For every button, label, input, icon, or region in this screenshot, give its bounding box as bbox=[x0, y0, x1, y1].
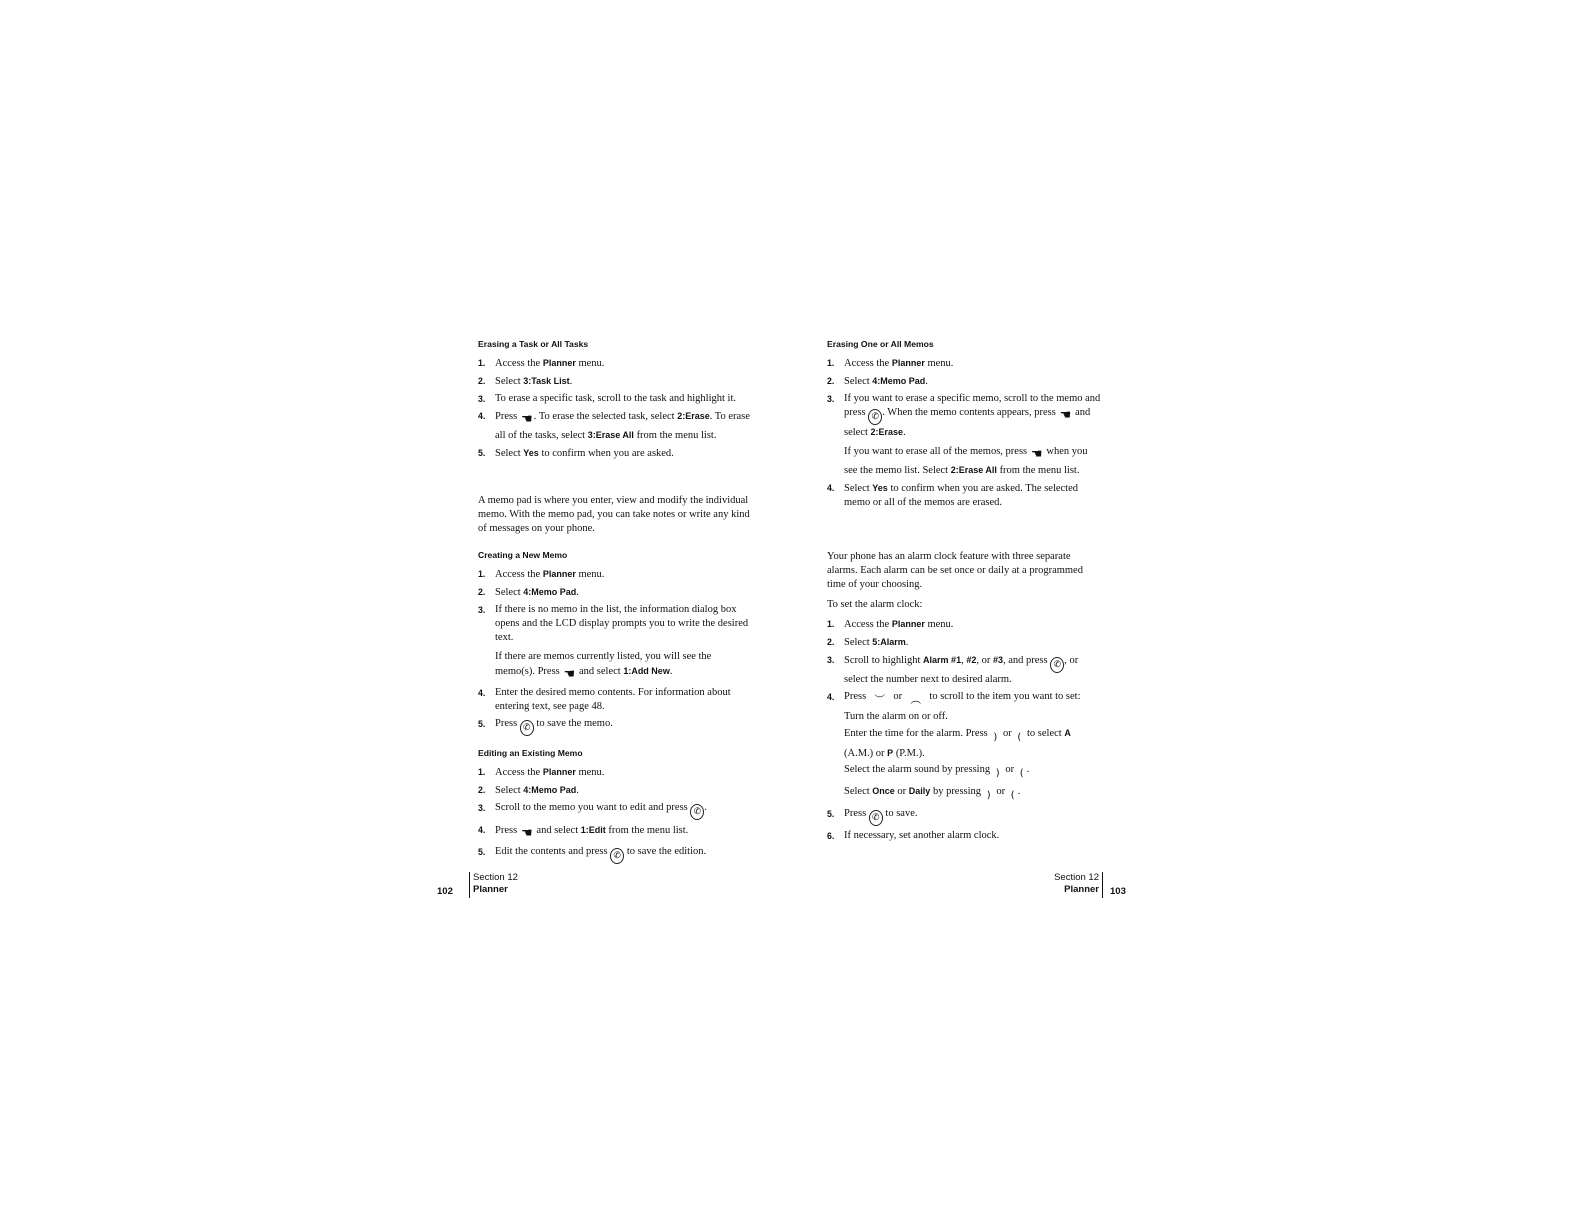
page-number-left: 102 bbox=[437, 886, 453, 897]
menu-key-icon: ☚ bbox=[1059, 408, 1072, 423]
ok-key-icon: ✆ bbox=[520, 720, 534, 736]
memo-intro-paragraph: A memo pad is where you enter, view and modify the individual memo. With the memo pad, you can take notes or write any kind of messages on your phone. bbox=[478, 495, 750, 534]
list-item: 3. Scroll to highlight Alarm #1, #2, or #3, and press ✆ , or select the number next to desired alarm. bbox=[827, 655, 1079, 685]
list-item: 5. Select Yes to confirm when you are asked. bbox=[478, 448, 674, 459]
menu-key-icon: ☚ bbox=[520, 412, 533, 427]
list-item: 4. Enter the desired memo contents. For information about entering text, see page 48. bbox=[478, 687, 731, 712]
step-note: If there are memos currently listed, you will see the memo(s). Press ☚ and select 1:Add New. bbox=[495, 651, 712, 682]
footer-title: Planner bbox=[473, 884, 508, 895]
list-item: 3. If there is no memo in the list, the information dialog box opens and the LCD display prompts you to write the desired text. If there are memos currently listed, you will see the memo(s). Press ☚ and select 1:Add New. bbox=[478, 603, 753, 683]
list-item: 2. Select 4:Memo Pad. bbox=[827, 376, 928, 387]
list-item: 3. If you want to erase a specific memo, scroll to the memo and press ✆ . When the memo contents appears, press ☚ and select 2:Erase. If you want to erase all of the memos, press ☚ when you see the memo list. Select 2:Erase All from the menu list. bbox=[827, 393, 1101, 476]
list-item: 2. Select 4:Memo Pad. bbox=[478, 785, 579, 796]
list-item: 4. Press ☚. To erase the selected task, select 2:Erase. To erase all of the tasks, select 3:Erase All from the menu list. bbox=[478, 411, 750, 441]
erase-task-steps bbox=[478, 356, 753, 461]
list-item: 1. Access the Planner menu. bbox=[478, 358, 605, 369]
heading-editing-memo: Editing an Existing Memo bbox=[478, 748, 583, 758]
footer-left bbox=[469, 872, 518, 898]
ok-key-icon: ✆ bbox=[869, 810, 883, 826]
list-item: 3. Scroll to the memo you want to edit and press ✆ . bbox=[478, 801, 753, 820]
heading-erasing-memos: Erasing One or All Memos bbox=[827, 339, 934, 349]
nav-up-icon: ︵ bbox=[910, 693, 922, 706]
list-item: 5. Edit the contents and press ✆ to save the edition. bbox=[478, 845, 753, 864]
list-item: 4. Press ︶ or ︵ to scroll to the item you want to set: Turn the alarm on or off. Enter the time for the alarm. Press ) or ( to select A (A.M.) or P (P.M.). Select the alarm sound by pressing ) or ( . Select Once or Daily by pressing ) or ( . bbox=[827, 690, 1102, 804]
nav-left-icon: ( bbox=[1010, 790, 1015, 801]
step-note: If you want to erase all of the memos, press ☚ when you see the memo list. Select 2:Erase All from the menu list. bbox=[844, 446, 1088, 476]
ok-key-icon: ✆ bbox=[690, 804, 704, 820]
create-memo-steps bbox=[478, 567, 753, 736]
nav-right-icon: ) bbox=[993, 732, 998, 743]
sub-item: Enter the time for the alarm. Press ) or ( to select A (A.M.) or P (P.M.). bbox=[844, 728, 1071, 759]
list-item: 1. Access the Planner menu. bbox=[478, 569, 605, 580]
footer-section: Section 12 bbox=[1054, 872, 1099, 883]
edit-memo-steps bbox=[478, 765, 753, 864]
list-item: 5. Press ✆ to save the memo. bbox=[478, 717, 753, 736]
footer-right bbox=[1000, 872, 1103, 898]
sub-item: Turn the alarm on or off. bbox=[844, 711, 948, 722]
list-item: 6. If necessary, set another alarm clock. bbox=[827, 830, 1000, 841]
footer-title: Planner bbox=[1064, 884, 1099, 895]
right-page bbox=[827, 337, 1102, 846]
erase-memo-steps bbox=[827, 356, 1102, 510]
list-item: 2. Select 5:Alarm. bbox=[827, 637, 909, 648]
nav-left-icon: ( bbox=[1019, 768, 1024, 779]
sub-item: Select Once or Daily by pressing ) or ( . bbox=[844, 784, 1102, 804]
heading-creating-memo: Creating a New Memo bbox=[478, 550, 568, 560]
list-item: 5. Press ✆ to save. bbox=[827, 807, 1102, 826]
alarm-steps bbox=[827, 617, 1102, 843]
ok-key-icon: ✆ bbox=[868, 409, 882, 425]
heading-erasing-task: Erasing a Task or All Tasks bbox=[478, 339, 589, 349]
ok-key-icon: ✆ bbox=[610, 848, 624, 864]
list-item: 1. Access the Planner menu. bbox=[478, 767, 605, 778]
list-item: 1. Access the Planner menu. bbox=[827, 358, 954, 369]
nav-left-icon: ( bbox=[1017, 732, 1022, 743]
menu-key-icon: ☚ bbox=[563, 667, 576, 682]
list-item: 1. Access the Planner menu. bbox=[827, 619, 954, 630]
footer-section: Section 12 bbox=[473, 872, 518, 883]
menu-key-icon: ☚ bbox=[520, 826, 533, 841]
list-item: 2. Select 4:Memo Pad. bbox=[478, 587, 579, 598]
list-item: 4. Press ☚ and select 1:Edit from the menu list. bbox=[478, 825, 689, 841]
alarm-sub-items bbox=[844, 710, 1102, 804]
nav-down-icon: ︶ bbox=[874, 693, 886, 706]
list-item: 3. To erase a specific task, scroll to the task and highlight it. bbox=[478, 393, 736, 404]
alarm-intro-paragraph: Your phone has an alarm clock feature with three separate alarms. Each alarm can be set once or daily at a programmed time of your choosing. bbox=[827, 551, 1083, 590]
sub-item: Select the alarm sound by pressing ) or ( . bbox=[844, 763, 1102, 782]
nav-right-icon: ) bbox=[986, 790, 991, 801]
nav-right-icon: ) bbox=[995, 768, 1000, 779]
ok-key-icon: ✆ bbox=[1050, 657, 1064, 673]
list-item: 4. Select Yes to confirm when you are asked. The selected memo or all of the memos are erased. bbox=[827, 483, 1079, 508]
menu-key-icon: ☚ bbox=[1030, 447, 1043, 462]
left-page bbox=[478, 337, 753, 867]
list-item: 2. Select 3:Task List. bbox=[478, 376, 573, 387]
alarm-lead-text: To set the alarm clock: bbox=[827, 599, 923, 610]
page-number-right: 103 bbox=[1110, 886, 1126, 897]
